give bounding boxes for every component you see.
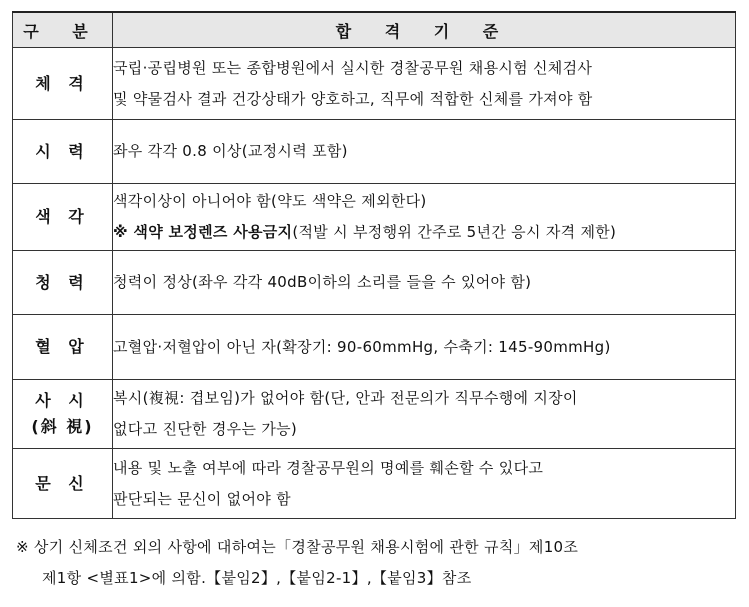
desc-line xyxy=(113,217,735,248)
row-category: 청 력 xyxy=(13,251,113,315)
table-row-color-vision xyxy=(13,184,736,251)
footnote xyxy=(16,532,740,594)
category-hanja: (斜 視) xyxy=(31,417,94,436)
row-category: 시 력 xyxy=(13,120,113,184)
footnote-line: 제1항 <별표1>에 의함.【붙임2】,【붙임2-1】,【붙임3】참조 xyxy=(42,569,472,587)
row-category: 문 신 xyxy=(13,449,113,519)
row-category xyxy=(13,380,113,449)
table-row-strabismus xyxy=(13,380,736,449)
row-description xyxy=(113,380,736,449)
desc-line: 내용 및 노출 여부에 따라 경찰공무원의 명예를 훼손할 수 있다고 xyxy=(113,458,544,477)
header-criteria: 합 격 기 준 xyxy=(113,12,736,48)
criteria-table xyxy=(12,11,736,519)
table-row-tattoo xyxy=(13,449,736,519)
row-description xyxy=(113,120,736,184)
table-row-blood-pressure xyxy=(13,315,736,380)
desc-line: 복시(複視: 겹보임)가 없어야 함(단, 안과 전문의가 직무수행에 지장이 xyxy=(113,389,578,407)
desc-line: 판단되는 문신이 없어야 함 xyxy=(113,489,291,508)
desc-line: 및 약물검사 결과 건강상태가 양호하고, 직무에 적합한 신체를 가져야 함 xyxy=(113,89,593,108)
footnote-line: ※ 상기 신체조건 외의 사항에 대하여는「경찰공무원 채용시험에 관한 규칙」제10조 xyxy=(16,538,579,556)
table-row-hearing xyxy=(13,251,736,315)
desc-line: 청력이 정상(좌우 각각 40dB이하의 소리를 들을 수 있어야 함) xyxy=(113,273,532,291)
row-category: 색 각 xyxy=(13,184,113,251)
table-row-physique xyxy=(13,48,736,120)
row-description xyxy=(113,48,736,120)
lens-ban-note: ※ 색약 보정렌즈 사용금지 xyxy=(113,223,293,241)
table-header-row xyxy=(13,12,736,48)
row-description xyxy=(113,251,736,315)
desc-line: 좌우 각각 0.8 이상(교정시력 포함) xyxy=(113,142,348,160)
category-label: 사 시 xyxy=(35,391,90,410)
row-category: 혈 압 xyxy=(13,315,113,380)
desc-line: 고혈압·저혈압이 아닌 자(확장기: 90-60mmHg, 수축기: 145-90mmHg) xyxy=(113,337,611,356)
row-category: 체 격 xyxy=(13,48,113,120)
desc-line: 국립·공립병원 또는 종합병원에서 실시한 경찰공무원 채용시험 신체검사 xyxy=(113,58,593,77)
row-description xyxy=(113,449,736,519)
desc-line: 색각이상이 아니어야 함(약도 색약은 제외한다) xyxy=(113,192,427,210)
table-row-vision xyxy=(13,120,736,184)
row-description xyxy=(113,184,736,251)
header-category: 구 분 xyxy=(13,12,113,48)
lens-ban-penalty: (적발 시 부정행위 간주로 5년간 응시 자격 제한) xyxy=(292,223,617,241)
desc-line: 없다고 진단한 경우는 가능) xyxy=(113,420,298,438)
row-description xyxy=(113,315,736,380)
